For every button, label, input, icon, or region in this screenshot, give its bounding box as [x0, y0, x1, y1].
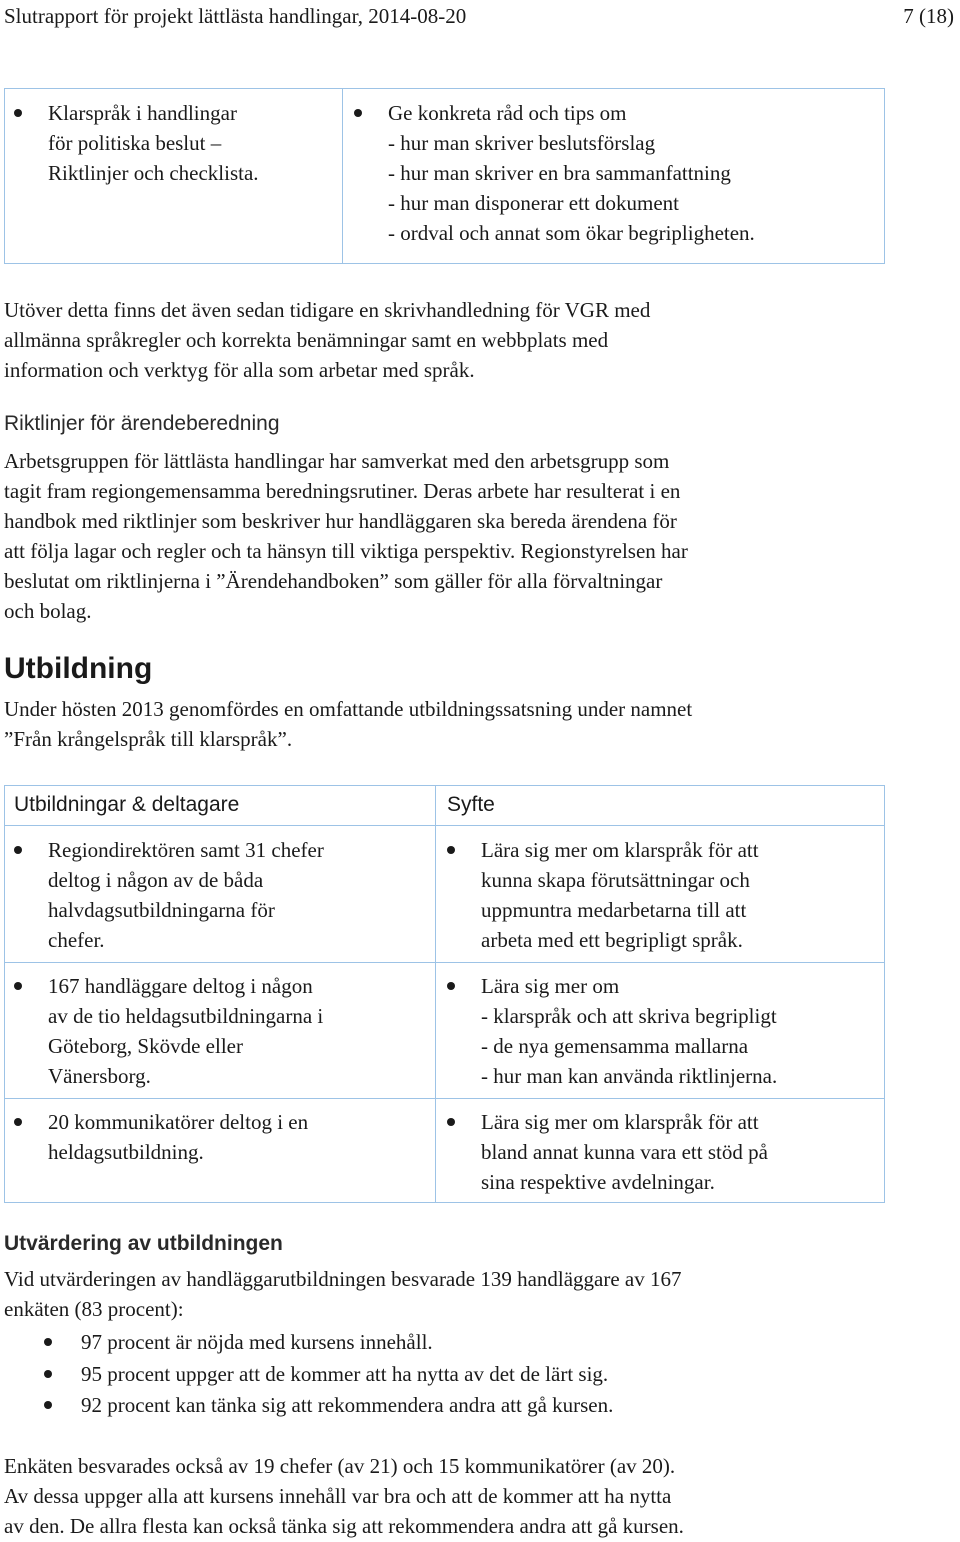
top-table-divider: [342, 88, 343, 264]
table-cell: 20 kommunikatörer deltog i en heldagsutbildning.: [48, 1110, 309, 1164]
closing-paragraph: Enkäten besvarades också av 19 chefer (av 21) och 15 kommunikatörer (av 20). Av dessa uppger alla att kursens innehåll var bra och att de kommer att ha nytta av den. De allra flesta kan också tänka sig att rekommendera andra att gå kursen.: [4, 1454, 684, 1538]
table-cell: Lära sig mer om klarspråk för att bland annat kunna vara ett stöd på sina respektive avdelningar.: [481, 1110, 768, 1194]
heading-utbildning: Utbildning: [4, 652, 153, 685]
table-cell: Lära sig mer om - klarspråk och att skriva begripligt - de nya gemensamma mallarna - hur man kan använda riktlinjerna.: [481, 974, 778, 1088]
bullet-icon: [14, 982, 22, 990]
bullet-icon: [14, 1118, 22, 1126]
document-title: Slutrapport för projekt lättlästa handlingar, 2014-08-20: [4, 4, 467, 28]
bullet-icon: [447, 846, 455, 854]
bullet-icon: [447, 982, 455, 990]
bullet-icon: [447, 1118, 455, 1126]
intro-paragraph: Utöver detta finns det även sedan tidigare en skrivhandledning för VGR med allmänna språkregler och korrekta benämningar samt en webbplats med information och verktyg för alla som arbetar med språk.: [4, 298, 651, 382]
training-table-row-rule: [4, 1098, 885, 1099]
page-header: [4, 2, 954, 30]
table-cell: Lära sig mer om klarspråk för att kunna skapa förutsättningar och uppmuntra medarbetarna till att arbeta med ett begripligt språk.: [481, 838, 759, 952]
table-cell: 167 handläggare deltog i någon av de tio heldagsutbildningarna i Göteborg, Skövde eller Vänersborg.: [48, 974, 324, 1088]
training-table-header-rule: [4, 825, 885, 826]
bullet-icon: [14, 109, 22, 117]
heading-riktlinjer: Riktlinjer för ärendeberedning: [4, 412, 280, 435]
column-header-utbildningar: Utbildningar & deltagare: [14, 793, 240, 816]
top-table-right-text: Ge konkreta råd och tips om - hur man skriver beslutsförslag - hur man skriver en bra sammanfattning - hur man disponerar ett dokument - ordval och annat som ökar begripligheten.: [388, 101, 755, 245]
column-header-syfte: Syfte: [447, 793, 495, 816]
bullet-icon: [44, 1338, 52, 1346]
utbildning-body: Under hösten 2013 genomfördes en omfattande utbildningssatsning under namnet ”Från krångelspråk till klarspråk”.: [4, 697, 693, 751]
top-table-left-text: Klarspråk i handlingar för politiska beslut – Riktlinjer och checklista.: [48, 101, 259, 185]
bullet-icon: [44, 1401, 52, 1409]
list-item-text: 92 procent kan tänka sig att rekommendera andra att gå kursen.: [81, 1393, 614, 1417]
heading-utvardering: Utvärdering av utbildningen: [4, 1232, 283, 1255]
list-item-text: 95 procent uppger att de kommer att ha nytta av det de lärt sig.: [81, 1362, 609, 1386]
training-table-row-rule: [4, 962, 885, 963]
table-cell: Regiondirektören samt 31 chefer deltog i någon av de båda halvdagsutbildningarna för chefer.: [48, 838, 324, 952]
bullet-icon: [14, 846, 22, 854]
bullet-icon: [44, 1370, 52, 1378]
training-table-divider: [435, 785, 436, 1203]
page-number: 7 (18): [903, 4, 954, 28]
riktlinjer-body: Arbetsgruppen för lättlästa handlingar har samverkat med den arbetsgrupp som tagit fram regiongemensamma beredningsrutiner. Deras arbete har resulterat i en handbok med riktlinjer som beskriver hur handläggaren ska bereda ärendena för att följa lagar och regler och ta hänsyn till viktiga perspektiv. Regionstyrelsen har beslutat om riktlinjerna i ”Ärendehandboken” som gäller för alla förvaltningar och bolag.: [4, 449, 688, 623]
utvardering-body: Vid utvärderingen av handläggarutbildningen besvarade 139 handläggare av 167 enkäten (83 procent):: [4, 1267, 682, 1321]
list-item-text: 97 procent är nöjda med kursens innehåll.: [81, 1330, 433, 1354]
bullet-icon: [354, 109, 362, 117]
